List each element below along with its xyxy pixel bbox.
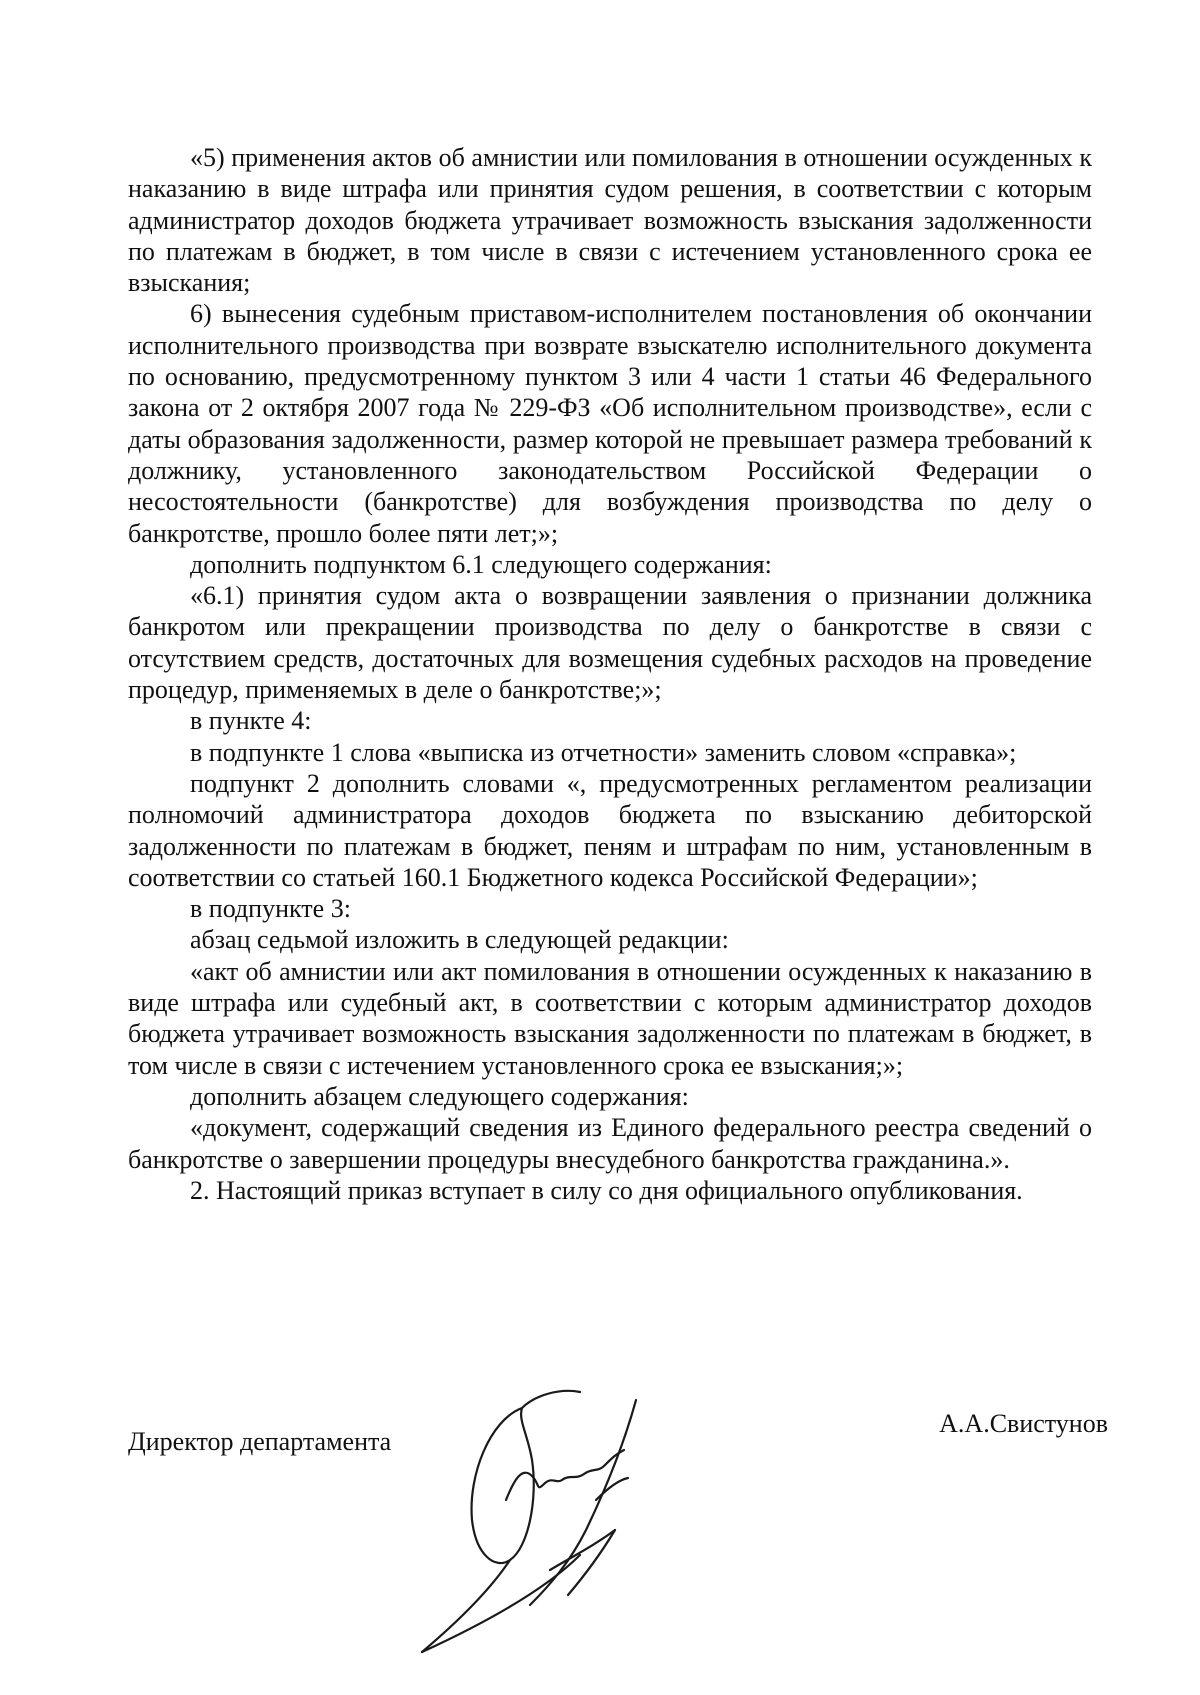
paragraph-amnesty-act: «акт об амнистии или акт помилования в отношении осужденных к наказанию в виде штрафа или судебный акт, в соответствии с которым администратор доходов бюджета утрачивает возможность взыскания задолженности по платежам в бюджет, в том числе в связи с истечением установленного срока ее взыскания;»; [128,956,1092,1080]
paragraph-seventh-abzac: абзац седьмой изложить в следующей редакции: [190,925,729,955]
paragraph-item-5: «5) применения актов об амнистии или помилования в отношении осужденных к наказанию в виде штрафа или принятия судом решения, в соответствии с которым администратор доходов бюджета утрачивает возможность взыскания задолженности по платежам в бюджет, в том числе в связи с истечением установленного срока ее взыскания; [128,143,1092,298]
paragraph-subpoint-1: в подпункте 1 слова «выписка из отчетности» заменить словом «справка»; [190,737,1017,767]
paragraph-item-6-1: «6.1) принятия судом акта о возвращении заявления о признании должника банкротом или прекращении производства по делу о банкротстве в связи с отсутствием средств, достаточных для возмещения судебных расходов на проведение процедур, применяемых в деле о банкротстве;»; [128,581,1092,705]
paragraph-add-abzac: дополнить абзацем следующего содержания: [190,1081,689,1111]
paragraph-subpoint-2: подпункт 2 дополнить словами «, предусмотренных регламентом реализации полномочий администратора доходов бюджета по взысканию дебиторской задолженности по платежам в бюджет, пеням и штрафам по ним, установленным в соответствии со статьей 160.1 Бюджетного кодекса Российской Федерации»; [128,768,1092,892]
paragraph-add-6-1: дополнить подпунктом 6.1 следующего содержания: [190,549,772,579]
paragraph-registry-document: «документ, содержащий сведения из Единого федерального реестра сведений о банкротстве о завершении процедуры внесудебного банкротства гражданина.». [128,1113,1092,1174]
handwritten-signature [410,1380,730,1670]
paragraph-point-4: в пункте 4: [190,706,312,736]
paragraph-effective-date: 2. Настоящий приказ вступает в силу со дня официального опубликования. [190,1175,1023,1205]
document-body [128,142,1092,1206]
paragraph-subpoint-3: в подпункте 3: [190,894,351,924]
signer-name: А.А.Свистунов [939,1409,1108,1438]
signer-position: Директор департамента [128,1427,392,1456]
paragraph-item-6: 6) вынесения судебным приставом-исполнителем постановления об окончании исполнительного производства при возврате взыскателю исполнительного документа по основанию, предусмотренному пунктом 3 или 4 части 1 статьи 46 Федерального закона от 2 октября 2007 года № 229-ФЗ «Об исполнительном производстве», если с даты образования задолженности, размер которой не превышает размера требований к должнику, установленного законодательством Российской Федерации о несостоятельности (банкротстве) для возбуждения производства по делу о банкротстве, прошло более пяти лет;»; [128,299,1092,548]
